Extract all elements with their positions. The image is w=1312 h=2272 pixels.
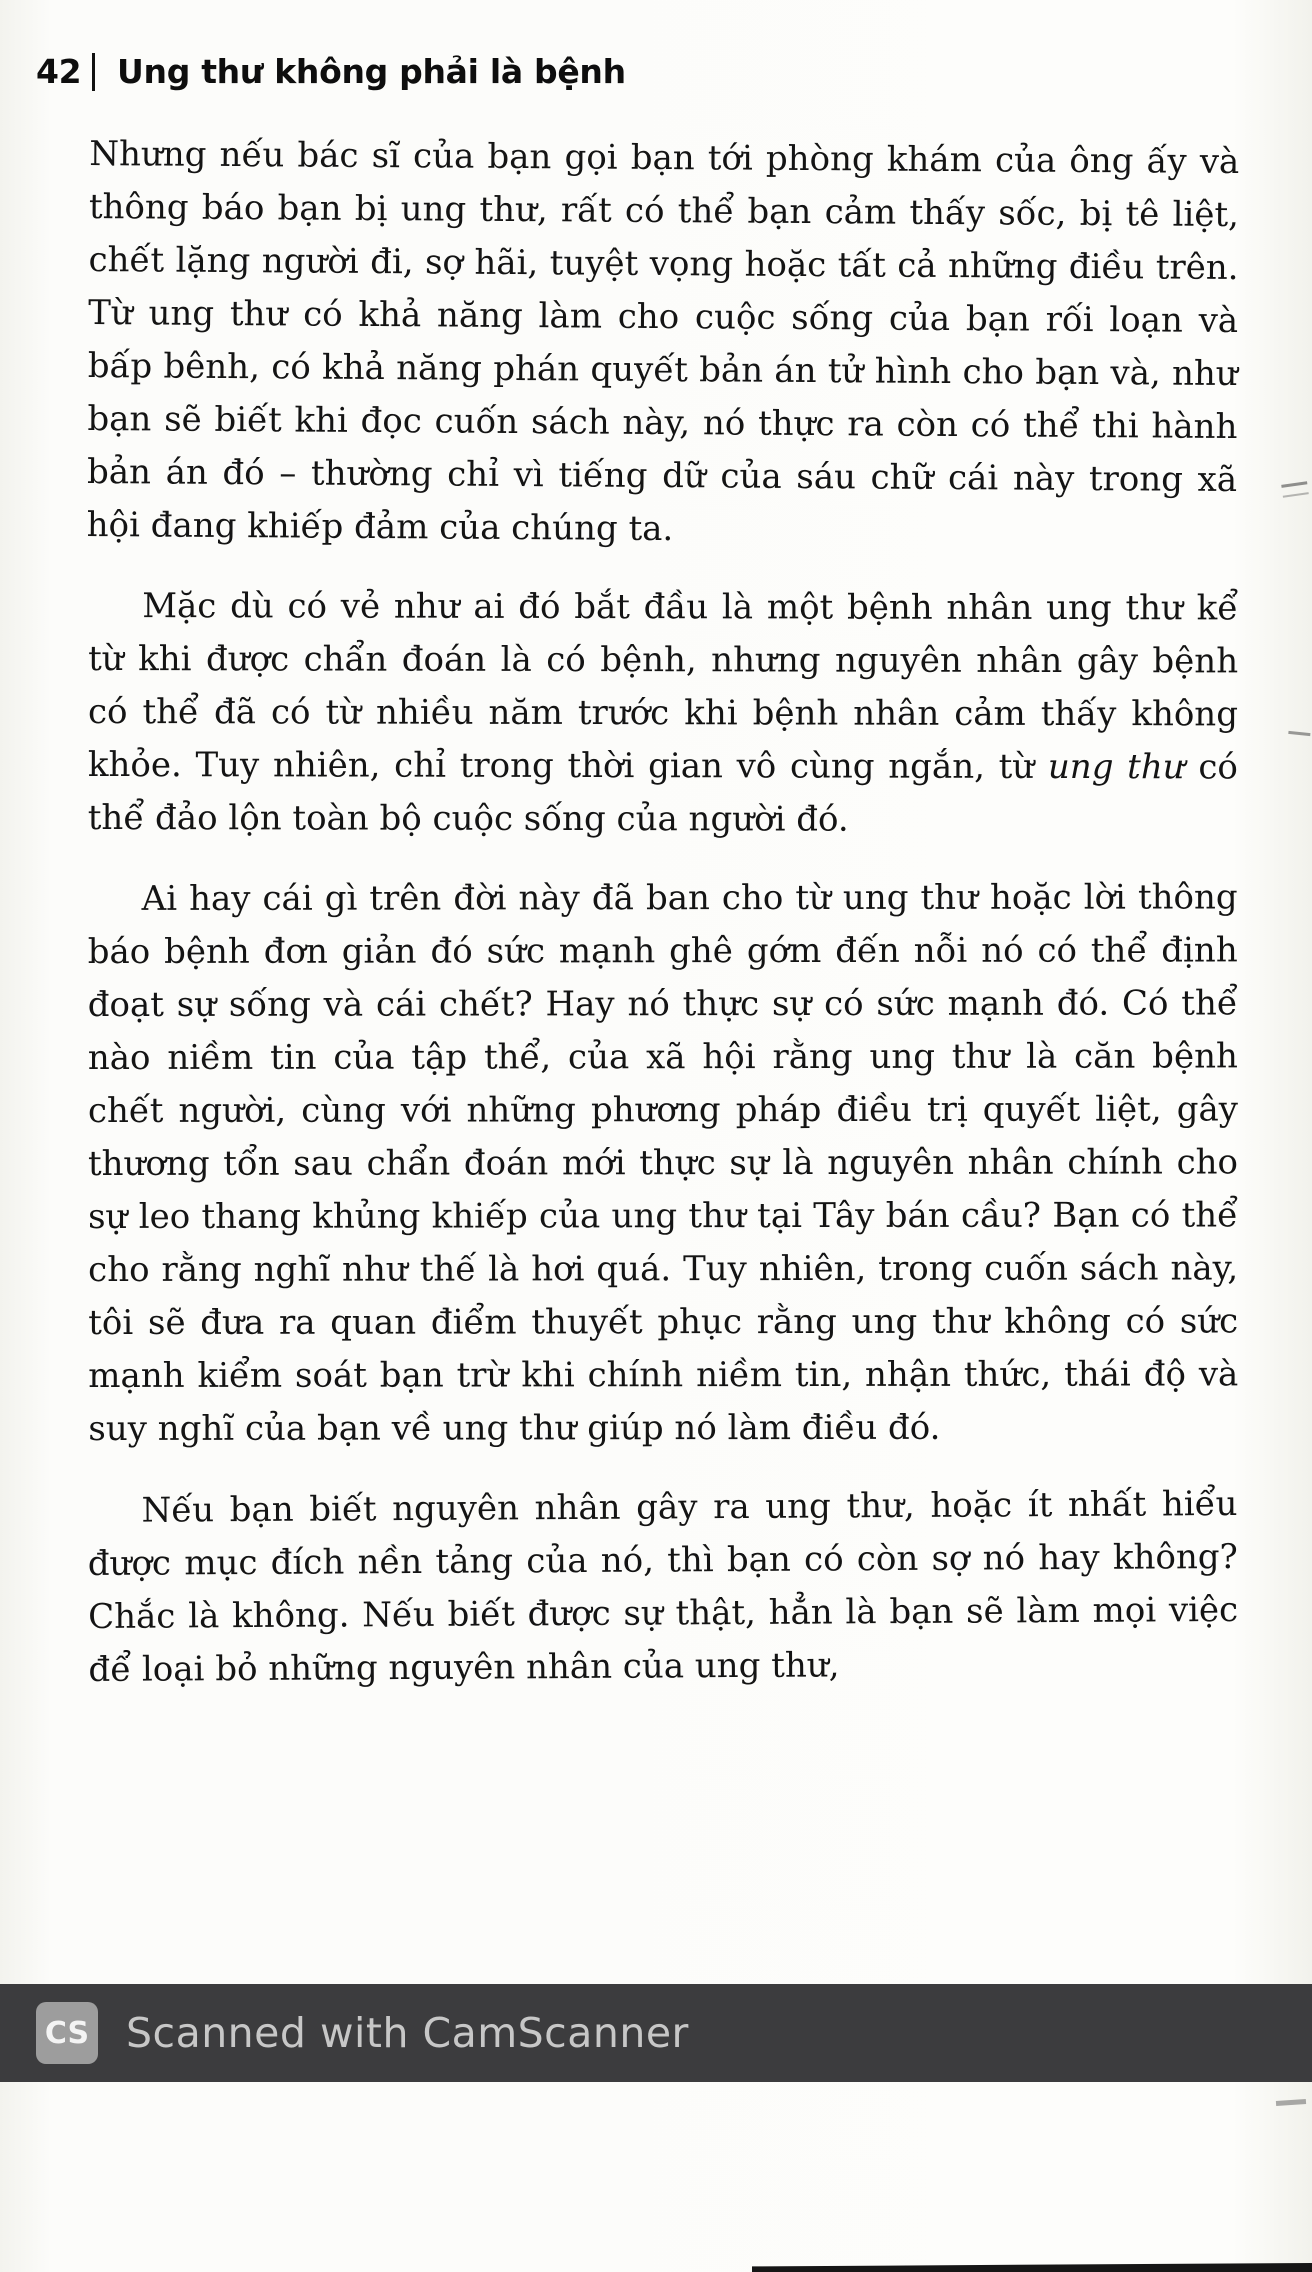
text-run: Nếu bạn biết nguyên nhân gây ra ung thư, hoặc ít nhất hiểu được mục đích nền tảng của nó, thì bạn có còn sợ nó hay không? Chắc là không. Nếu biết được sự thật, hẳn là bạn sẽ làm mọi việc để loại bỏ những nguyên nhân của ung thư, (87, 1483, 1239, 1690)
text-run: Mặc dù có vẻ như ai đó bắt đầu là một bệnh nhân ung thư kể từ khi được chẩn đoán là có bệnh, nhưng nguyên nhân gây bệnh có thể đã có từ nhiều năm trước khi bệnh nhân cảm thấy không khỏe. Tuy nhiên, chỉ trong thời gian vô cùng ngắn, từ (87, 586, 1239, 788)
text-run: Ai hay cái gì trên đời này đã ban cho từ ung thư hoặc lời thông báo bệnh đơn giản đó sức mạnh ghê gớm đến nỗi nó có thể định đoạt sự sống và cái chết? Hay nó thực sự có sức mạnh đó. Có thể nào niềm tin của tập thể, của xã hội rằng ung thư là căn bệnh chết người, cùng với những phương pháp điều trị quyết liệt, gây thương tổn sau chẩn đoán mới thực sự là nguyên nhân chính cho sự leo thang khủng khiếp của ung thư tại Tây bán cầu? Bạn có thể cho rằng nghĩ như thế là hơi quá. Tuy nhiên, trong cuốn sách này, tôi sẽ đưa ra quan điểm thuyết phục rằng ung thư không có sức mạnh kiểm soát bạn trừ khi chính niềm tin, nhận thức, thái độ và suy nghĩ của bạn về ung thư giúp nó làm điều đó. (87, 877, 1239, 1450)
paragraph (87, 1478, 1238, 1697)
running-head (36, 52, 626, 91)
camscanner-bar (0, 1984, 1312, 2082)
text-run: Nhưng nếu bác sĩ của bạn gọi bạn tới phòng khám của ông ấy và thông báo bạn bị ung thư, rất có thể bạn cảm thấy sốc, bị tê liệt, chết lặng người đi, sợ hãi, tuyệt vọng hoặc tất cả những điều trên. Từ ung thư có khả năng làm cho cuộc sống của bạn rối loạn và bấp bênh, có khả năng phán quyết bản án tử hình cho bạn và, như bạn sẽ biết khi đọc cuốn sách này, nó thực ra còn có thể thi hành bản án đó – thường chỉ vì tiếng dữ của sáu chữ cái này trong xã hội đang khiếp đảm của chúng ta. (86, 134, 1240, 550)
book-title: Ung thư không phải là bệnh (117, 52, 626, 91)
scan-artifact (1281, 481, 1309, 497)
header-divider (92, 53, 95, 91)
text-block (88, 128, 1238, 1725)
paragraph (87, 128, 1240, 560)
italic-run: ung thư (1047, 747, 1185, 788)
scan-artifact (752, 2263, 1312, 2272)
paragraph (88, 580, 1239, 848)
scan-artifact (1288, 731, 1311, 743)
camscanner-logo-text: CS (44, 2015, 90, 2051)
camscanner-logo (36, 2002, 98, 2064)
scan-artifact (1276, 2099, 1306, 2106)
text-run: có thể đảo lộn toàn bộ cuộc sống của người đó. (87, 747, 1238, 840)
paragraph (88, 872, 1239, 1457)
camscanner-label: Scanned with CamScanner (126, 2009, 689, 2057)
page-number: 42 (36, 52, 82, 91)
